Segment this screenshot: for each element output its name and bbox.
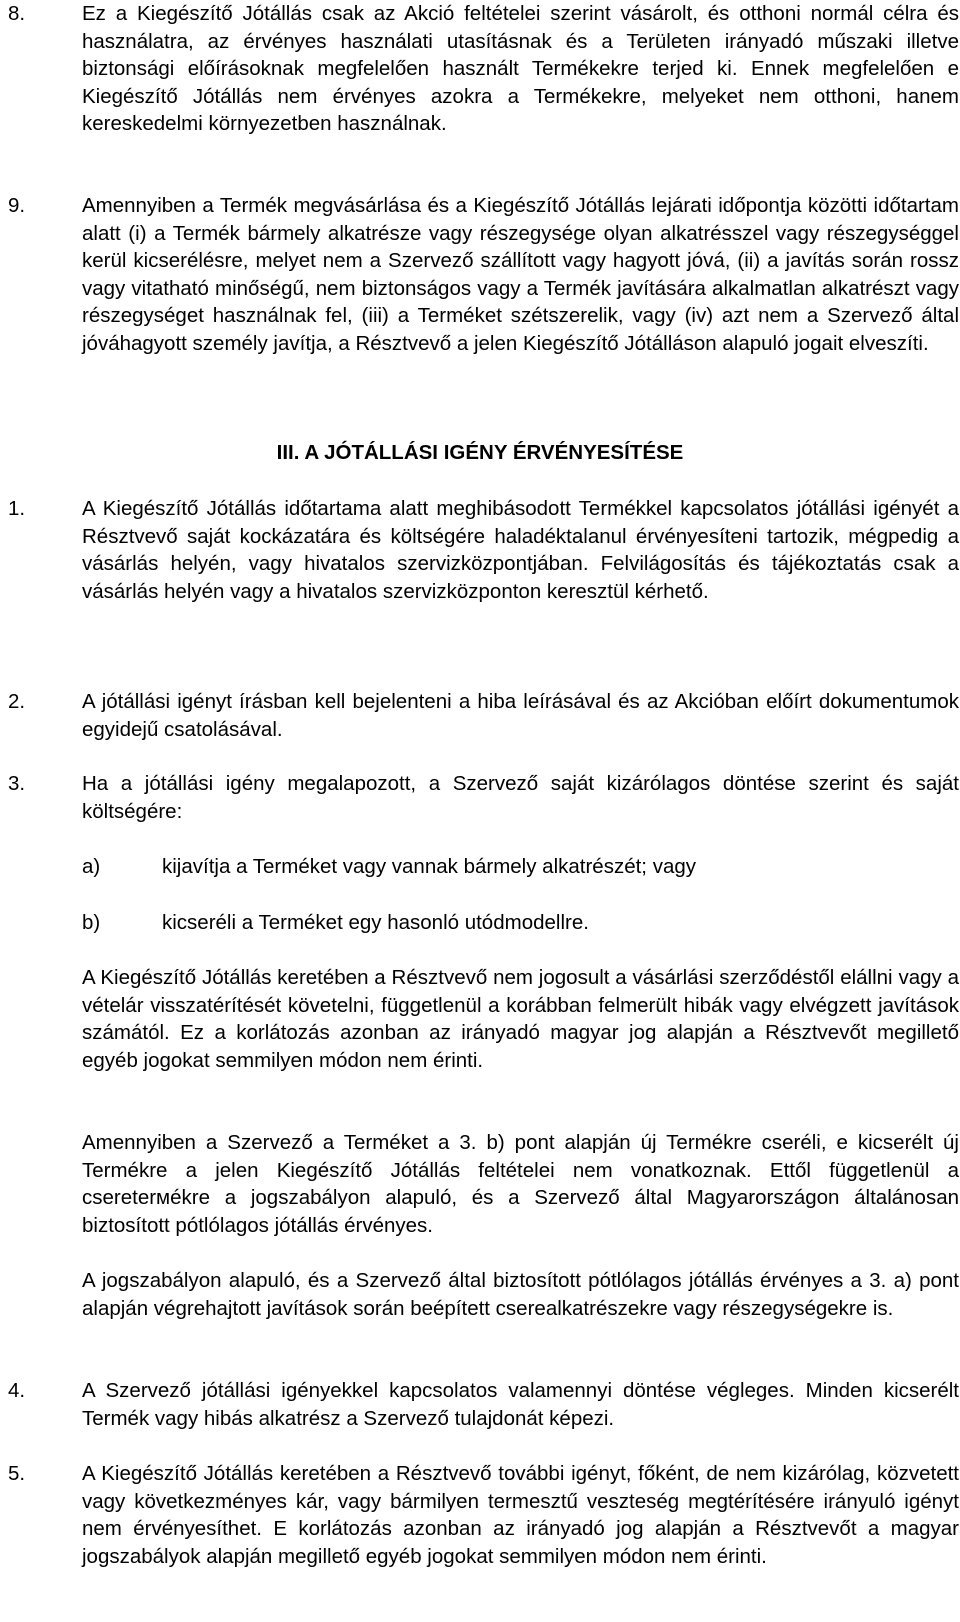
option-text: kijavítja a Terméket vagy vannak bármely alkatrészét; vagy (162, 855, 697, 878)
section-text: Ez a Kiegészítő Jótállás csak az Akció feltételei szerint vásárolt, és otthoni normál célra és használatra, az érvényes használati utasításnak és a Területen irányadó műszaki illetve biztonsági előírásoknak megfelelően használt Termékekre terjed ki. Ennek megfelelően e Kiegészítő Jótállás nem érvényes azokra a Termékekre, melyeket nem otthoni, hanem kereskedelmi környezetben használnak. (82, 2, 959, 136)
claim-number: 1. (8, 497, 26, 520)
option-label: a) (82, 855, 101, 878)
claim-number: 2. (8, 690, 26, 713)
claim-number: 5. (8, 1462, 26, 1485)
paragraph-text: A jogszabályon alapuló, és a Szervező által biztosított pótlólagos jótállás érvényes a 3. a) pont alapján végrehajtott javítások során beépített cserealkatrészekre vagy részegységekre is. (82, 1269, 959, 1320)
paragraph-text: A Kiegészítő Jótállás keretében a Résztvevő nem jogosult a vásárlási szerződéstől elállni vagy a vételár visszatérítését követelni, függetlenül a korábban felmerült hibák vagy elvégzett javítások számától. Ez a korlátozás azonban az irányadó magyar jog alapján a Résztvevőt megillető egyéb jogokat semmilyen módon nem érinti. (82, 966, 959, 1072)
claim-text: Ha a jótállási igény megalapozott, a Szervező saját kizárólagos döntése szerint és saját költségére: (82, 772, 959, 823)
section-heading: III. A JÓTÁLLÁSI IGÉNY ÉRVÉNYESÍTÉSE (276, 441, 684, 464)
claim-number: 3. (8, 772, 26, 795)
section-number: 9. (8, 194, 26, 217)
section-number: 8. (8, 2, 26, 25)
section-text: Amennyiben a Termék megvásárlása és a Kiegészítő Jótállás lejárati időpontja közötti időtartam alatt (i) a Termék bármely alkatrésze vagy részegysége olyan alkatrésszel vagy részegységgel kerül kicserélésre, melyet nem a Szervező szállított vagy hagyott jóvá, (ii) a javítás során rossz vagy vitatható minőségű, nem biztonságos vagy a Termék javítására alkalmatlan alkatrészt vagy részegységet használnak fel, (iii) a Terméket szétszerelik, vagy (iv) azt nem a Szervező által jóváhagyott személy javítja, a Résztvevő a jelen Kiegészítő Jótálláson alapuló jogait elveszíti. (82, 194, 959, 355)
option-text: kicseréli a Terméket egy hasonló utódmodellre. (162, 911, 589, 934)
claim-text: A Kiegészítő Jótállás keretében a Résztvevő további igényt, főként, de nem kizárólag, közvetett vagy következményes kár, vagy bármilyen termesztű veszteség megtérítésére irányuló igényt nem érvényesíthet. E korlátozás azonban az irányadó jog alapján a Résztvevőt a magyar jogszabályok alapján megillető egyéb jogokat semmilyen módon nem érinti. (82, 1462, 959, 1568)
claim-number: 4. (8, 1379, 26, 1402)
claim-text: A jótállási igényt írásban kell bejelenteni a hiba leírásával és az Akcióban előírt dokumentumok egyidejű csatolásával. (82, 690, 959, 741)
claim-text: A Kiegészítő Jótállás időtartama alatt meghibásodott Termékkel kapcsolatos jótállási igényét a Résztvevő saját kockázatára és költségére haladéktalanul érvényesíteni tartozik, mégpedig a vásárlás helyén, vagy hivatalos szervizközpontjában. Felvilágosítás és tájékoztatás csak a vásárlás helyén vagy a hivatalos szervizközponton keresztül kérhető. (82, 497, 959, 603)
option-label: b) (82, 911, 101, 934)
paragraph-text: Amennyiben a Szervező a Terméket a 3. b) pont alapján új Termékre cseréli, e kicserélt új Termékre a jelen Kiegészítő Jótállás feltételei nem vonatkoznak. Ettől függetlenül a csereterмékre a jogszabályon alapuló, és a Szervező által Magyarországon általánosan biztosított pótlólagos jótállás érvényes. (82, 1131, 959, 1237)
claim-text: A Szervező jótállási igényekkel kapcsolatos valamennyi döntése végleges. Minden kicserélt Termék vagy hibás alkatrész a Szervező tulajdonát képezi. (82, 1379, 959, 1430)
